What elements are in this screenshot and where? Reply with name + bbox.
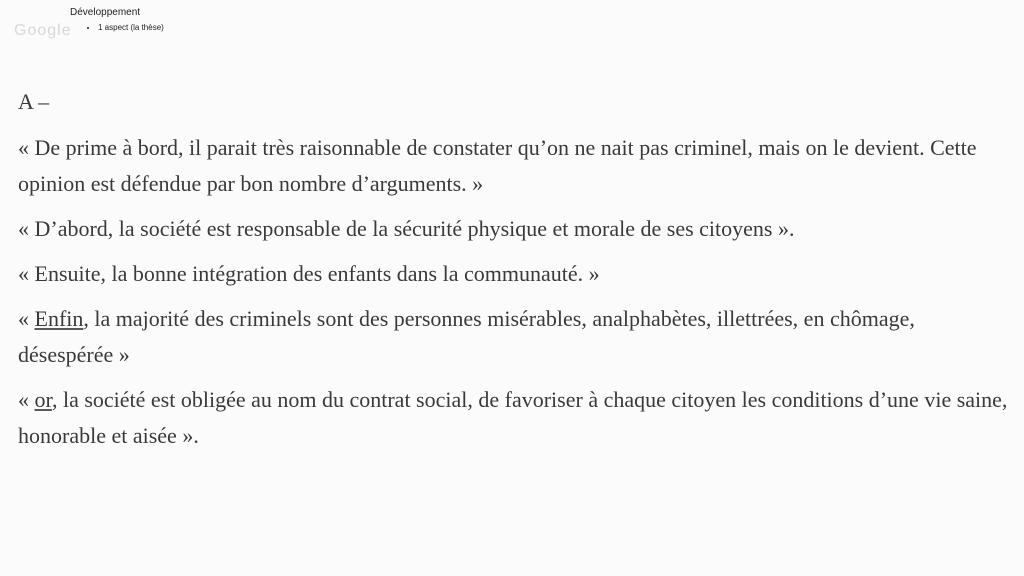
outline-list bbox=[70, 22, 164, 34]
paragraph-or bbox=[18, 382, 1008, 454]
paragraph-enfin bbox=[18, 301, 1008, 373]
quote-open: « bbox=[18, 306, 35, 331]
paragraph-dabord: « D’abord, la société est responsable de la sécurité physique et morale de ses citoyens ». bbox=[18, 216, 795, 241]
paragraph-ensuite: « Ensuite, la bonne intégration des enfants dans la communauté. » bbox=[18, 261, 600, 286]
underlined-word-enfin: Enfin bbox=[34, 306, 84, 331]
section-heading: A – bbox=[18, 89, 50, 114]
outline-item: • 1 aspect (la thèse) bbox=[98, 22, 164, 34]
paragraph-intro: « De prime à bord, il parait très raisonnable de constater qu’on ne nait pas criminel, mais on le devient. Cette opinion est défendue par bon nombre d’arguments. » bbox=[18, 135, 977, 196]
outline-title: Développement bbox=[70, 7, 141, 18]
underlined-word-or: or bbox=[34, 387, 52, 412]
watermark-logo: Google bbox=[14, 22, 72, 39]
quote-open: « bbox=[18, 387, 35, 412]
paragraph-or-text: , la société est obligée au nom du contrat social, de favoriser à chaque citoyen les conditions d’une vie saine, honorable et aisée ». bbox=[18, 387, 1008, 448]
document-body bbox=[18, 84, 1008, 463]
outline-box bbox=[70, 6, 164, 34]
paragraph-enfin-text: , la majorité des criminels sont des personnes misérables, analphabètes, illettrées, en chômage, désespérée » bbox=[18, 306, 915, 367]
